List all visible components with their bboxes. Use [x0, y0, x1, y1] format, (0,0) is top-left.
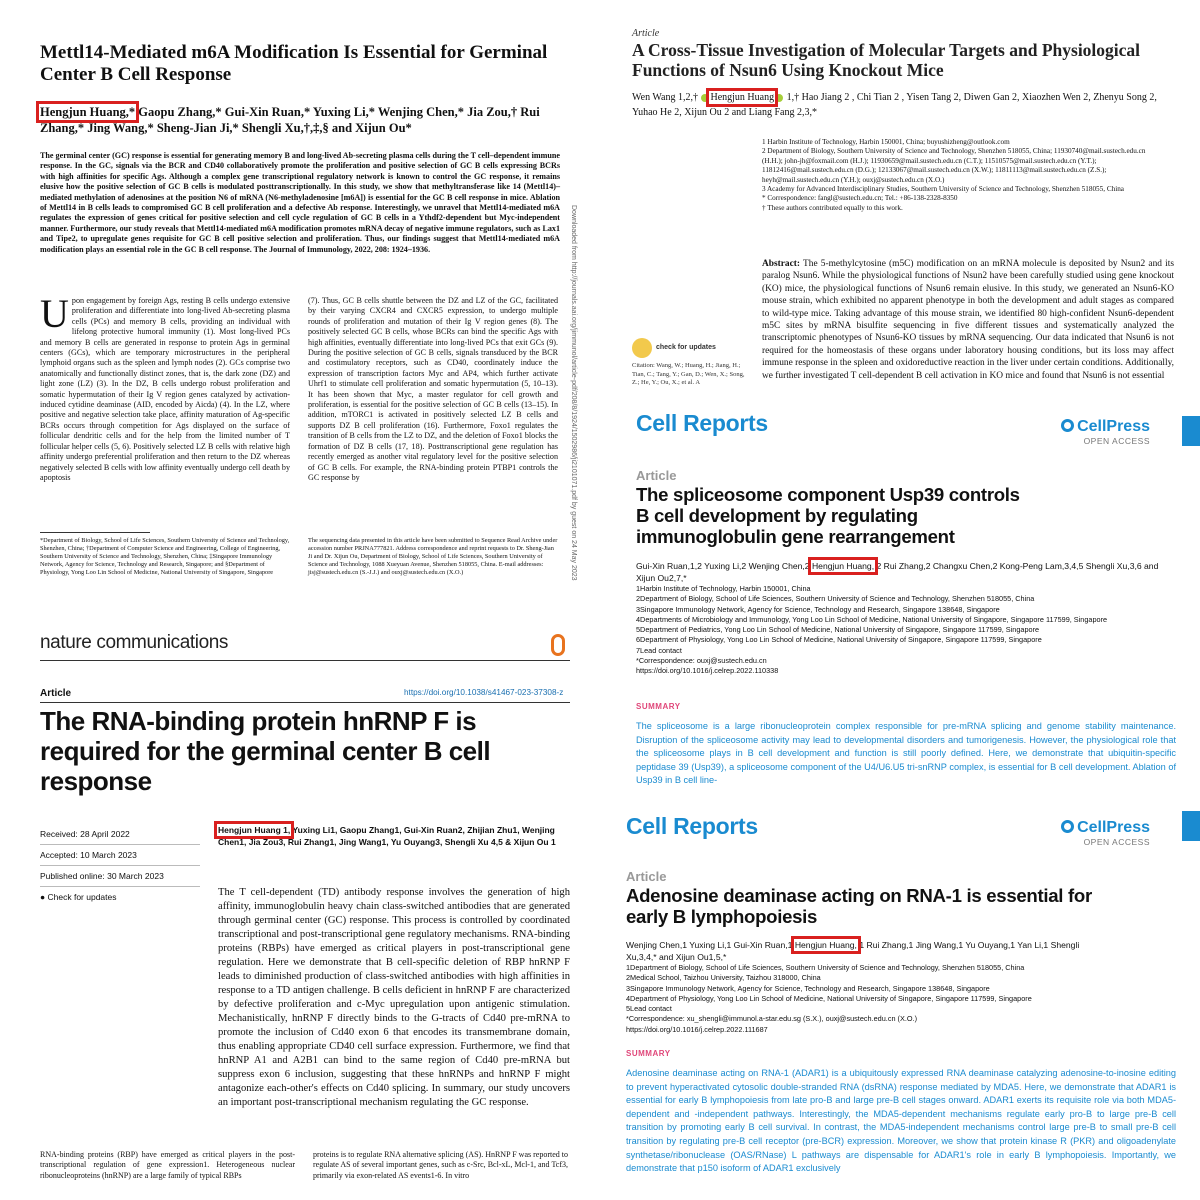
paper-mettl14 [0, 0, 598, 612]
article-label: Article [636, 468, 677, 483]
check-updates-icon [632, 338, 652, 358]
check-for-updates: check for updates Citation: Wang, W.; Huang, H.; Jiang, H.; Tian, C.; Tang, Y.; Gan, D.; Wen, X.; Song, Z.; He, Y.; Ou, X.; et al. A [632, 338, 752, 388]
abstract: Abstract: The 5-methylcytosine (m5C) modification on an mRNA molecule is deposited by Nsun2 and its paralog Nsun6. While the physiological functions of Nsun2 have been carefully studied using gene knockout (KO) mice, the physiological functions of Nsun6 remain elusive. In this study, we generated an Nsun6-KO mouse strain, which exhibited no apparent phenotype in both the development and adult stages as compared to wild-type mice. Taking advantage of this mouse strain, we identified 80 high-confident Nsun6-dependent m5C sites by mRNA bisulfite sequencing in five different tissues and systematically analyzed the transcriptomic phenotypes of Nsun6-KO tissues by mRNA sequencing. Our data indicated that Nsun6 is not required for the homeostasis of these organs under laboratory housing conditions, but its loss may affect immune response in the spleen and oxidoreductive reaction in the liver under certain conditions. Additionally, we further investigated T cell-dependent B cell activation in KO mice and found that Nsun6 is not essential [762, 259, 1174, 381]
open-access-icon [551, 634, 565, 656]
header-divider [40, 660, 570, 661]
summary: Adenosine deaminase acting on RNA-1 (ADAR1) is a ubiquitously expressed RNA deaminase catalyzing adenosine-to-inosine editing to prevent hyperactivated cytosolic double-stranded RNA (dsRNA) response mediated by MDA5. Here, we demonstrate that ADAR1 is essential for early B lymphopoiesis from late pro-B and large pre-B cell stages onward. ADAR1 exerts its requisite role via both MDA5-dependent and -independent pathways. Interestingly, the MDA5-dependent mechanisms regulate early pro-B to large pre-B cell transition by promoting early B cell survival. In contrast, the MDA5-independent mechanisms control large pre-B to small pre-B cell transition by regulating pre-B cell receptor (pre-BCR) expression. Moreover, we show that protein kinase R (PKR) and oligoadenylate synthetase/ribonuclease (OAS/RNase) L pathways are dispensable for ADAR1's role in early B lymphopoiesis. Importantly, we demonstrate that p150 isoform of ADAR1 exclusively [626, 1068, 1176, 1174]
paper-nsun6 [620, 0, 1200, 400]
author-list [40, 104, 560, 136]
publication-dates [40, 824, 200, 907]
summary-heading: SUMMARY [626, 1049, 671, 1058]
body-column-1: RNA-binding proteins (RBP) have emerged as critical players in the post-transcriptional regulation of gene expression1. Heterogeneous nuclear ribonucleoproteins (hnRNP) are a large family of typical RBPs [40, 1150, 295, 1180]
blue-tab [1182, 416, 1200, 446]
footnote-divider [40, 532, 150, 533]
check-updates-link[interactable]: ● Check for updates [40, 892, 117, 902]
footnote-correspondence: The sequencing data presented in this article have been submitted to Sequence Read Archive under accession number PRJNA777821. Address correspondence and reprint requests to Dr. Sheng-Jian Ji and Dr. Xijun Ou, Department of Biology, School of Life Sciences, Southern University of Science and Technology, 1088 Xueyuan Avenue, Shenzhen 518055, China. E-mail addresses: jisj@sustech.edu.cn (S.-J.J.) and ouxj@sustech.edu.cn (X.O.) [308, 537, 558, 576]
accepted-date: Accepted: 10 March 2023 [40, 845, 200, 866]
article-label: Article [626, 869, 667, 884]
summary-heading: SUMMARY [636, 702, 681, 711]
affiliations: 1 Harbin Institute of Technology, Harbin 150001, China; buyushizheng@outlook.com 2 Department of Biology, Southern University of Science and Technology, Shenzhen 518055, China; 11930740@mail.sustech.edu.cn (H.H.); john-jh@foxmail.com (H.J.); 11930659@mail.sustech.edu.cn (C.T.); 11510575@mail.sustech.edu.cn (Y.T.); 11812416@mail.sustech.edu.cn (D.G.); 12133067@mail.sustech.edu.cn (X.W.); 11811113@mail.sustech.edu.cn (Z.S.); heyh@mail.sustech.edu.cn (Y.H.); ouxj@sustech.edu.cn (X.O.) 3 Academy for Advanced Interdisciplinary Studies, Southern University of Science and Technology, Shenzhen 518055, China * Correspondence: fangl@sustech.edu.cn; Tel.: +86-138-2328-8350 † These authors contributed equally to this work. [762, 138, 1146, 212]
cellpress-icon [1061, 419, 1074, 432]
publisher-logo: CellPress OPEN ACCESS [1040, 819, 1150, 847]
journal-logo: Cell Reports [636, 410, 768, 436]
paper-hnrnpf [0, 620, 600, 1200]
body-column-2: proteins is to regulate RNA alternative splicing (AS). HnRNP F was reported to regulate AS of several important genes, such as c-Src, Bcl-xL, Mcl-1, and Tcf3, primarily via exon-related AS events1-6. In vitro [313, 1150, 568, 1180]
paper-title: The RNA-binding protein hnRNP F is required for the germinal center B cell response [40, 706, 491, 796]
highlighted-author: Hengjun Huang, [794, 940, 857, 950]
affiliations: 1Department of Biology, School of Life Sciences, Southern University of Science and Technology, Shenzhen 518055, China 2Medical School, Taizhou University, Taizhou 318000, China 3Singapore Immunology Network, Agency for Science, Technology and Research, Singapore 138648, Singapore 4Department of Physiology, Yong Loo Lin School of Medicine, National University of Singapore, Singapore 117599, Singapore 5Lead contact *Correspondence: xu_shengli@immunol.a-star.edu.sg (S.X.), ouxj@sustech.edu.cn (X.O.) https://doi.org/10.1016/j.celrep.2022.111687 [626, 963, 1032, 1034]
download-note: Downloaded from http://journals.aai.org/jimmunol/article-pdf/208/8/1924/1502986/ji2101071.pdf by guest on 24 May 2023 [570, 205, 577, 581]
orcid-icon [775, 94, 783, 102]
article-label: Article [632, 28, 660, 39]
highlighted-author: Hengjun Huang [710, 92, 775, 103]
doi-link[interactable]: https://doi.org/10.1038/s41467-023-37308-z [404, 688, 564, 697]
paper-usp39 [620, 402, 1200, 800]
affiliations: 1Harbin Institute of Technology, Harbin 150001, China 2Department of Biology, School of Life Sciences, Southern University of Science and Technology, Shenzhen 518055, China 3Singapore Immunology Network, Agency for Science, Technology and Research, Singapore 138648, Singapore 4Departments of Microbiology and Immunology, Yong Loo Lin School of Medicine, National University of Singapore, Singapore 117599, Singapore 5Department of Pediatrics, Yong Loo Lin School of Medicine, National University of Singapore, Singapore 117599, Singapore 6Department of Physiology, Yong Loo Lin School of Medicine, National University of Singapore, Singapore 117599, Singapore 7Lead contact *Correspondence: ouxj@sustech.edu.cn https://doi.org/10.1016/j.celrep.2022.110338 [636, 584, 1108, 676]
abstract: The germinal center (GC) response is essential for generating memory B and long-lived Ab-secreting plasma cells during the T cell–dependent immune response. In the GC, signals via the BCR and CD40 collaboratively promote the proliferation and positive selection of GC B cells expressing BCRs with high affinities for specific Ags. Although a complex gene transcriptional regulatory network is known to control the GC response, it remains elusive how the positive selection of GC B cells is modulated posttranscriptionally. In this study, we show that methyltransferase like 14 (Mettl14)–mediated methylation of adenosines at the position N6 of mRNA (N6-methyladenosine [m6A]) is essential for the GC B cell response in mice. Ablation of Mettl14 in B cells leads to compromised GC B cell proliferation and a defective Ab response. Interestingly, we unravel that Mettl14-mediated m6A regulates the expression of genes critical for positive selection and cell cycle regulation of GC B cells in a Ythdf2-dependent but Myc-independent manner. Furthermore, our study reveals that Mettl14-mediated m6A modification promotes mRNA decay of negative immune regulators, such as Lax1 and Tipe2, to upregulate genes requisite for GC B cell positive selection and proliferation. Thus, our findings suggest that Mettl14-mediated m6A modification plays an essential role in the GC B cell response. The Journal of Immunology, 2022, 208: 1924–1936. [40, 151, 560, 254]
highlighted-author: Hengjun Huang 1, [218, 825, 291, 835]
footnote-affiliations: *Department of Biology, School of Life Sciences, Southern University of Science and Technology, Shenzhen, China; †Department of Computer Science and Engineering, College of Engineering, Southern University of Science and Technology, Shenzhen, China; ‡Singapore Immunology Network, Agency for Science, Technology and Research, Singapore; and §Department of Physiology, Yong Loo Lin School of Medicine, National University of Singapore, Singapore [40, 537, 290, 576]
publisher-logo: CellPress OPEN ACCESS [1040, 418, 1150, 446]
author-list: Gui-Xin Ruan,1,2 Yuxing Li,2 Wenjing Chen,2 Hengjun Huang, 2 Rui Zhang,2 Changxu Chen,2 Kong-Peng Lam,3,4,5 Shengli Xu,3,6 and Xijun Ou2,7,* [636, 561, 1159, 583]
published-date: Published online: 30 March 2023 [40, 866, 200, 887]
paper-title: A Cross-Tissue Investigation of Molecular Targets and Physiological Functions of Nsun6 Using Knockout Mice [632, 40, 1141, 80]
journal-logo: Cell Reports [626, 813, 758, 839]
orcid-icon [701, 94, 709, 102]
highlighted-author: Hengjun Huang, [811, 561, 875, 571]
article-label: Article [40, 688, 72, 699]
author-list-rest: Gaopu Zhang,* Gui-Xin Ruan,* Yuxing Li,* Wenjing Chen,* Jia Zou,† Rui Zhang,* Jing Wang,* Sheng-Jian Ji,* Shengli Xu,†,‡,§ and Xijun Ou* [40, 105, 540, 135]
author-list: Wen Wang 1,2,† Hengjun Huang 1,† Hao Jiang 2 , Chi Tian 2 , Yisen Tang 2, Diwen Gan 2, Xiaozhen Wen 2, Zhenyu Song 2, Yuhao He 2, Xijun Ou 2 and Liang Fang 2,3,* [632, 92, 1157, 118]
author-list: Hengjun Huang 1, Yuxing Li1, Gaopu Zhang1, Gui-Xin Ruan2, Zhijian Zhu1, Wenjing Chen1, Jia Zou3, Rui Zhang1, Jing Wang1, Yu Ouyang3, Shengli Xu 4,5 & Xijun Ou 1 [218, 825, 556, 847]
cellpress-icon [1061, 820, 1074, 833]
highlighted-author: Hengjun Huang,* [40, 105, 136, 119]
title-divider [40, 702, 570, 703]
citation: Citation: Wang, W.; Huang, H.; Jiang, H.; Tian, C.; Tang, Y.; Gan, D.; Wen, X.; Song, Z.; He, Y.; Ou, X.; et al. A [632, 362, 745, 386]
abstract: The T cell-dependent (TD) antibody response involves the generation of high affinity, immunoglobulin heavy chain class-switched antibodies that are generated through germinal center (GC) response. This process is controlled by coordinated transcriptional and post-transcriptional gene regulatory mechanisms. RNA-binding proteins (RBPs) have emerged as critical players in post-transcriptional gene regulation. Here we demonstrate that B cell-specific deletion of RBP hnRNP F leads to diminished production of class-switched antibodies with high affinities in response to a TD antigen challenge. B cells deficient in hnRNP F are characterized by defective proliferation and c-Myc upregulation upon antigenic stimulation. Mechanistically, hnRNP F directly binds to the G-tracts of Cd40 pre-mRNA to promote the inclusion of Cd40 exon 6 that encodes its transmembrane domain, thus enabling appropriate CD40 cell surface expression. Furthermore, we find that hnRNP A1 and A2B1 can bind to the same region of Cd40 pre-mRNA but suppress exon 6 inclusion, suggesting that these hnRNPs and hnRNP F might antagonize each-other's effects on Cd40 splicing. In summary, our study uncovers an important post-transcriptional mechanism regulating the GC response. [218, 887, 570, 1108]
paper-title: Adenosine deaminase acting on RNA-1 is essential for early B lymphopoiesis [626, 885, 1092, 927]
blue-tab [1182, 811, 1200, 841]
author-list: Wenjing Chen,1 Yuxing Li,1 Gui-Xin Ruan,1 Hengjun Huang, 1 Rui Zhang,1 Jing Wang,1 Yu Ouyang,1 Yan Li,1 Shengli Xu,3,4,* and Xijun Ou1,5,* [626, 940, 1080, 962]
drop-cap: U [40, 291, 69, 336]
body-column-1: Upon engagement by foreign Ags, resting B cells undergo extensive proliferation and differentiate into long-lived Ab-secreting plasma cells (PCs) and memory B cells, providing an individual with lifelong protective humoral immunity (1). Most long-lived PCs and memory B cells are generated in response to protein Ags in germinal centers (GCs), which are temporary microstructures in the peripheral lymphoid organs such as the spleen and lymph nodes (2). GCs comprise two anatomically and functionally distinct zones, that is, the dark zone (DZ) and light zone (LZ) (3). In the DZ, B cells undergo robust proliferation and somatic hypermutation of their Ig V region genes catalyzed by activation-induced cytidine deaminase (AID, encoded by Aicda) (4). In the LZ, where positive and negative selection take place, affinity maturation of Ag-specific BCRs occurs through competition for Ags displayed on the surface of follicular dendritic cells and for the help from the limited number of T follicular helper cells (5, 6). Positively selected LZ B cells with relative high affinity undergo preferential proliferation and then return to the DZ whereas negatively selected B cells with low affinity eventually undergo cell death by apoptosis [40, 291, 290, 482]
paper-title: The spliceosome component Usp39 controls B cell development by regulating immunoglobulin gene rearrangement [636, 484, 1020, 547]
paper-adar1 [610, 803, 1200, 1200]
body-column-2: (7). Thus, GC B cells shuttle between the DZ and LZ of the GC, facilitated by their varying CXCR4 and CXCR5 expression, to undergo multiple rounds of proliferation and mutation of their Ig V region genes (8). The positively selected GC B cells, whose BCRs can bind the specific Ags with high affinities, eventually differentiate into long-lived PCs that exit GCs (9). During the positive selection of GC B cells, signals transduced by the BCR and costimulatory receptors, such as CD40, coordinately induce the expression of transcription factors Myc and AP4, which further activate Uhrf1 to stimulate cell proliferation and somatic hypermutation (5, 10–13). It has been shown that Myc, a master regulator for cell growth and proliferation, is essential for the positive selection of GC B cells (13–15). In addition, mTORC1 is activated in positively selected LZ B cells and supports DZ B cell proliferation (16). Furthermore, Foxo1 regulates the transition of B cells from the LZ to DZ, and the deletion of Foxo1 blocks the formation of DZ B cells (17, 18). Posttranscriptional gene regulation has recently emerged as another vital regulatory level for the positive selection of GC B cells. For example, the RNA-binding protein PTBP1 controls the GC response by [308, 296, 558, 482]
paper-title: Mettl14-Mediated m6A Modification Is Essential for Germinal Center B Cell Response [40, 42, 548, 85]
journal-logo: nature communications [40, 632, 229, 653]
summary: The spliceosome is a large ribonucleoprotein complex responsible for pre-mRNA splicing and genome stability maintenance. Disruption of the spliceosome activity may lead to developmental disorders and tumorigenesis. However, the physiological role that the spliceosome plays in B cell development and function is still poorly defined. Here, we demonstrate that ubiquitin-specific peptidase 39 (Usp39), a spliceosome component of the U4/U6.U5 tri-snRNP complex, is essential for B cell development. Ablation of Usp39 in B cell line- [636, 721, 1176, 786]
received-date: Received: 28 April 2022 [40, 824, 200, 845]
